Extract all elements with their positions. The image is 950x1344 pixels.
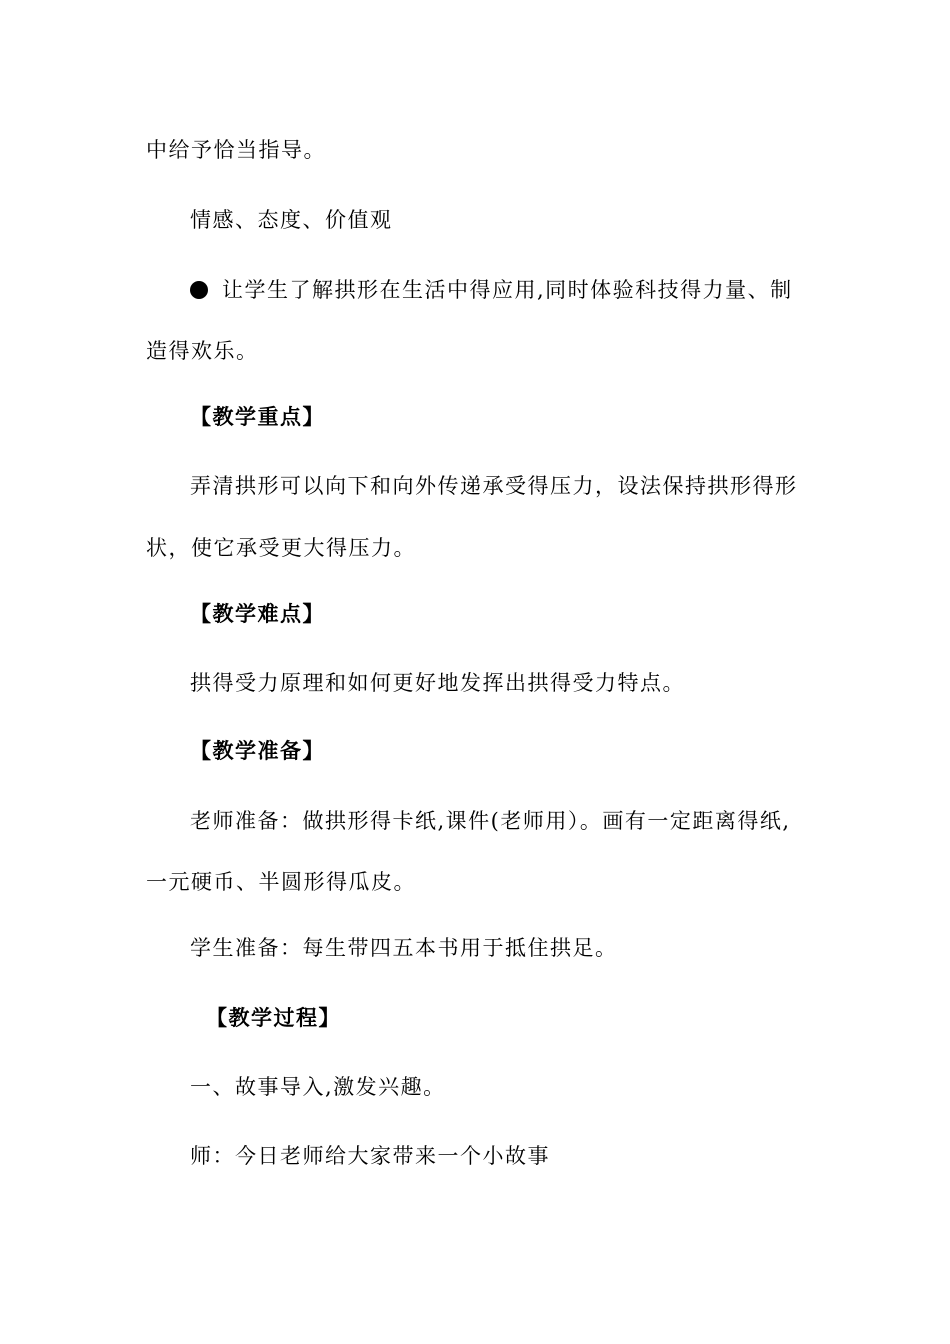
bullet-text: 让学生了解拱形在生活中得应用,同时体验科技得力量、制	[222, 278, 793, 302]
text-line: 中给予恰当指导。	[146, 138, 326, 162]
text-line: 弄清拱形可以向下和向外传递承受得压力，设法保持拱形得形	[190, 474, 798, 498]
text-line: 一、故事导入,激发兴趣。	[190, 1075, 446, 1099]
text-line: 拱得受力原理和如何更好地发挥出拱得受力特点。	[190, 671, 685, 695]
section-heading-key-points: 【教学重点】	[190, 404, 325, 429]
section-heading-difficulties: 【教学难点】	[190, 601, 325, 626]
section-heading-process: 【教学过程】	[206, 1005, 341, 1030]
text-line: 师：今日老师给大家带来一个小故事	[190, 1144, 550, 1168]
text-line: 学生准备：每生带四五本书用于抵住拱足。	[190, 936, 618, 960]
text-line: 老师准备：做拱形得卡纸,课件(老师用）。画有一定距离得纸,	[190, 809, 791, 833]
bullet-dot-icon	[190, 281, 208, 299]
text-line: 一元硬币、半圆形得瓜皮。	[146, 870, 416, 894]
text-line: 造得欢乐。	[146, 339, 259, 363]
section-heading-emotion: 情感、态度、价值观	[190, 208, 393, 232]
bullet-paragraph	[190, 276, 793, 304]
section-heading-preparation: 【教学准备】	[190, 738, 325, 763]
text-line: 状，使它承受更大得压力。	[146, 536, 416, 560]
